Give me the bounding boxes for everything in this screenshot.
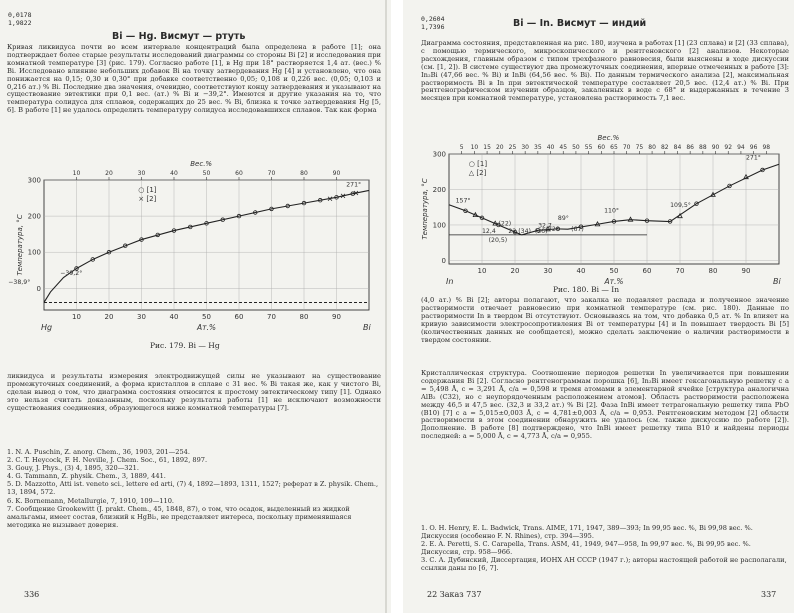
y-tick-label: 0 xyxy=(36,284,41,293)
top-tick-label: 86 xyxy=(686,144,694,151)
reference-item: 3. Gouy, J. Phys., (3) 4, 1895, 320—321. xyxy=(7,464,139,473)
top-tick-label: 84 xyxy=(673,144,682,151)
x-tick-label: 60 xyxy=(642,267,652,275)
legend-entry: △ [2] xyxy=(468,169,487,177)
left-element-label: In xyxy=(446,277,454,284)
y-tick-label: 200 xyxy=(432,185,446,194)
top-tick-label: 30 xyxy=(137,170,146,177)
top-tick-label: 15 xyxy=(483,144,491,151)
annotation-label: 72° xyxy=(548,226,559,233)
top-tick-label: 60 xyxy=(235,170,243,177)
top-tick-label: 65 xyxy=(610,144,618,151)
annotation-label: (22) xyxy=(498,220,512,228)
annotation-label: (36) xyxy=(534,228,548,236)
reference-item: 7. Сообщение Grookewitt (J. prakt. Chem., 45, 1848, 87), о том, что осадок, выделенный из жидкой амальгамы, имеет состав, близкий к HgBi₂, не представляет интереса, поскольку применявшаяся методика не вызывает доверия. xyxy=(7,504,352,529)
reference-item: 6. K. Bornemann, Metallurgie, 7, 1910, 109—110. xyxy=(7,496,174,505)
x-tick-label: 20 xyxy=(510,267,520,275)
page-number: 337 xyxy=(761,590,777,599)
reference-item: 1. N. A. Puschin, Z. anorg. Chem., 36, 1903, 201—254. xyxy=(7,448,190,456)
x-tick-label: 60 xyxy=(234,313,244,321)
left-element-label: Hg xyxy=(41,323,53,332)
top-tick-label: 10 xyxy=(72,170,81,177)
page-edge xyxy=(385,0,387,613)
x-axis-label: Ат.% xyxy=(604,277,624,284)
x-tick-label: 20 xyxy=(104,313,114,321)
top-tick-label: 20 xyxy=(495,144,504,151)
x-tick-label: 50 xyxy=(609,267,619,275)
annotation-label: 109,5° xyxy=(670,201,691,209)
top-tick-label: 50 xyxy=(572,144,580,151)
x-tick-label: 80 xyxy=(708,267,718,275)
top-tick-label: 82 xyxy=(660,144,669,151)
body-text-continued: (4,0 ат.) % Bi [2]; авторы полагают, что закалка не подавляет распада и полученное значение растворимости отвечает равновесию при комнатной температуре (см. рис. 180). Данные по растворимости In в твердом Bi отсутствуют. Основываясь на том, что добавка 0,5 ат. % In влияет на кривую зависимости электросопротивления Bi от температуры [4] и In повышает твердость Bi [5] (количественных данных не сообщается), можно сделать заключение о наличии растворимости в твердом состоянии. xyxy=(421,296,789,344)
top-tick-label: 30 xyxy=(521,144,529,151)
reference-item: 2. E. A. Peretti, S. C. Carapella, Trans. ASM, 41, 1949, 947—958, In 99,97 вес. %, Bi 99,95 вес. %. Дискуссия, стр. 958—966. xyxy=(421,540,751,557)
body-text-continued: ликвидуса и результаты измерения электродвижущей силы не указывают на существование промежуточных соединений, а форма кристаллов в сплаве с 31 вес. % Bi такая же, как у чистого Bi, сделан вывод о том, что диаграмма состояния относится к простому эвтектическому типу [1]. Однако это нельзя считать доказанным, поскольку результаты работы [1] не исключают возможности существования соединения, образующегося ниже комнатной температуры [7]. xyxy=(7,372,381,412)
top-tick-label: 70 xyxy=(622,144,631,151)
reference-item: 3. С. А. Дубинский, Диссертация, ИОНХ АН СССР (1947 г.); авторы настоящей работой не располагали, ссылки даны по [6, 7]. xyxy=(421,556,787,573)
annotation-label: −38,9° xyxy=(8,279,31,286)
top-tick-label: 75 xyxy=(635,144,644,151)
top-tick-label: 5 xyxy=(459,144,464,151)
legend-entry: ○ [1] xyxy=(468,160,488,168)
x-tick-label: 40 xyxy=(169,313,179,321)
body-text-structure: Кристаллическая структура. Соотношение периодов решетки In увеличивается при повышении содержания Bi [2]. Согласно рентгенограммам порошка [6], In₂Bi имеет гексагональную решетку с a = 5,498 Å, c = 3,291 Å, c/a = 0,598 и тремя атомами в элементарной ячейке [структура аналогична AlB₂ (C32), но с неупорядоченным расположением атомов]. Область растворимости расположена между 46,5 и 47,5 вес. (32,3 и 33,2 ат.) % Bi [2]. Фаза InBi имеет тетрагональную решетку типа PbO (B10) [7] с a = 5,015±0,003 Å, c = 4,781±0,003 Å, c/a = 0,953. Рентгеновским методом [2] области растворимости в этом соединении обнаружить не удалось (см. также дискуссию по работе [2]). Дополнение. В работе [8] подтверждено, что InBi имеет решетку типа B10 и найдены периоды последней: a = 5,000 Å, c = 4,773 Å, c/a = 0,955. xyxy=(421,369,789,441)
top-tick-label: 98 xyxy=(762,144,771,151)
legend-entry: ○ [1] xyxy=(138,186,157,194)
x-tick-label: 30 xyxy=(543,267,553,275)
annotation-label: 12,4 xyxy=(482,228,496,236)
x-tick-label: 70 xyxy=(675,267,685,275)
annotation-label: 271° xyxy=(746,154,761,162)
top-tick-label: 10 xyxy=(470,144,479,151)
y-axis-label: Температура, °C xyxy=(421,178,429,240)
annotation-label: 22 (34) xyxy=(508,228,531,236)
x-tick-label: 30 xyxy=(137,313,146,321)
top-tick-label: 40 xyxy=(546,144,555,151)
top-tick-label: 20 xyxy=(105,170,113,177)
page-title: Bi — Hg. Висмут — ртуть xyxy=(112,31,246,42)
top-tick-label: 25 xyxy=(508,144,517,151)
page-number: 336 xyxy=(24,590,40,599)
y-tick-label: 300 xyxy=(27,176,41,185)
annotation-label: 32,7 xyxy=(538,222,552,230)
y-tick-label: 100 xyxy=(27,248,41,257)
chart-bi-in xyxy=(413,134,793,284)
top-tick-label: 55 xyxy=(584,144,593,151)
body-text: Кривая ликвидуса почти во всем интервале концентраций была определена в работе [1]; она подтверждает более старые результаты исследований диаграммы со стороны Bi [2] и исследования при комнатной температуре [3] (рис. 179). Согласно работе [1], в Hg при 18° растворяется 1,4 ат. (вес.) % Bi. Исследовано влияние небольших добавок Bi на точку затвердевания Hg [4] и установлено, что она понижается на 0,15; 0,30 и 0,30° при добавке соответственно 0,05; 0,108 и 0,226 вес. (0,05; 0,103 и 0,216 ат.) % Bi. Последние два значения, очевидно, соответствуют концу затвердевания и указывают на существование эвтектики при 0,1 вес. (ат.) % Bi и −39,2°. Имеются и другие указания на то, что температура солидуса для сплавов, содержащих до 25 вес. % Bi, близка к точке затвердевания Hg [5, 6]. В работе [1] не удалось определить температуру солидуса исследовавшихся сплавов. Так как форма xyxy=(7,43,381,115)
right-element-label: Bi xyxy=(773,277,781,284)
y-tick-label: 0 xyxy=(441,256,446,265)
y-axis-label: Температура, °C xyxy=(16,214,24,276)
top-tick-label: 50 xyxy=(202,170,211,177)
legend-entry: × [2] xyxy=(138,195,157,203)
top-tick-label: 96 xyxy=(749,144,758,151)
annotation-label: 157° xyxy=(455,197,471,205)
top-tick-label: 40 xyxy=(170,170,178,177)
x-tick-label: 10 xyxy=(477,267,487,275)
annotation-label: 271° xyxy=(346,181,362,189)
top-tick-label: 94 xyxy=(737,144,745,151)
top-tick-label: 70 xyxy=(267,170,276,177)
annotation-label: −39,2° xyxy=(60,269,83,277)
annotation-label: (20,5) xyxy=(488,237,508,244)
top-tick-label: 80 xyxy=(648,144,656,151)
corner-mark: 0,2604 1,7396 xyxy=(421,15,445,31)
top-tick-label: 45 xyxy=(559,144,568,151)
x-tick-label: 50 xyxy=(202,313,211,321)
body-text: Диаграмма состояния, представленная на рис. 180, изучена в работах [1] (23 сплава) и [2] (33 сплава), с помощью термического, микроскопического и рентгеновского [2] анализов. Некоторые расхождения, главным образом с типом трехфазного равновесия, были выяснены в ходе дискуссии (см. [1, 2]). В системе существуют два промежуточных соединения, впервые отмеченных в работе [3]: In₂Bi (47,66 вес. % Bi) и InBi (64,56 вес. % Bi). По данным термического анализа [2], максимальная растворимость Bi в In при эвтектической температуре составляет 20,5 вес. (12,4 ат.) % Bi. При рентгенографическом изучении образцов, закаленных в воде с 68° и выдержанных в течение 3 месяцев при комнатной температуре, установлена растворимость 7,1 вес. xyxy=(421,39,789,103)
reference-item: 2. C. T. Heycock, F. H. Neville, J. Chem. Soc., 61, 1892, 897. xyxy=(7,456,208,465)
top-axis-label: Вес.% xyxy=(597,134,620,142)
book-gutter xyxy=(391,0,403,613)
figure-caption: Рис. 180. Bi — In xyxy=(553,285,620,294)
y-tick-label: 300 xyxy=(432,150,446,159)
corner-mark: 0,0178 1,9822 xyxy=(8,11,32,27)
references xyxy=(7,448,381,529)
chart-bi-hg xyxy=(6,158,384,338)
top-tick-label: 60 xyxy=(597,144,606,151)
x-tick-label: 90 xyxy=(332,313,341,321)
series-line-liquidus_Bi xyxy=(614,164,779,221)
reference-item: 1. O. H. Henry, E. L. Badwick, Trans. AIME, 171, 1947, 389—393; In 99,95 вес. %, Bi 99,98 вес. %. Дискуссия (особенно F. N. Rhines), стр. 394—395. xyxy=(421,524,753,541)
top-tick-label: 92 xyxy=(724,144,733,151)
annotation-label: (67) xyxy=(571,226,584,233)
top-tick-label: 90 xyxy=(711,144,720,151)
right-page xyxy=(403,0,794,613)
top-tick-label: 35 xyxy=(534,144,542,151)
y-tick-label: 200 xyxy=(27,212,41,221)
x-tick-label: 40 xyxy=(576,267,586,275)
x-tick-label: 90 xyxy=(741,267,751,275)
x-tick-label: 10 xyxy=(72,313,81,321)
footer-signature: 22 Заказ 737 xyxy=(427,590,482,599)
left-page xyxy=(0,0,391,613)
reference-item: 4. G. Tammann, Z. physik. Chem., 3, 1889, 441. xyxy=(7,472,166,481)
right-element-label: Bi xyxy=(363,323,371,332)
top-axis-label: Вес.% xyxy=(190,160,213,168)
reference-item: 5. D. Mazzotto, Atti ist. veneto sci., lettere ed arti, (7) 4, 1892—1893, 1311, 1527; реферат в Z. physik. Chem., 13, 1894, 572. xyxy=(7,480,379,497)
y-tick-label: 100 xyxy=(432,221,446,230)
annotation-label: 110° xyxy=(604,207,620,215)
top-tick-label: 88 xyxy=(699,144,707,151)
top-tick-label: 90 xyxy=(332,170,341,177)
x-tick-label: 70 xyxy=(267,313,276,321)
page-title: Bi — In. Висмут — индий xyxy=(513,18,647,29)
references xyxy=(421,524,789,573)
x-tick-label: 80 xyxy=(299,313,309,321)
annotation-label: 89° xyxy=(557,215,569,222)
x-axis-label: Ат.% xyxy=(196,323,217,332)
figure-caption: Рис. 179. Bi — Hg xyxy=(150,341,220,350)
top-tick-label: 80 xyxy=(300,170,308,177)
